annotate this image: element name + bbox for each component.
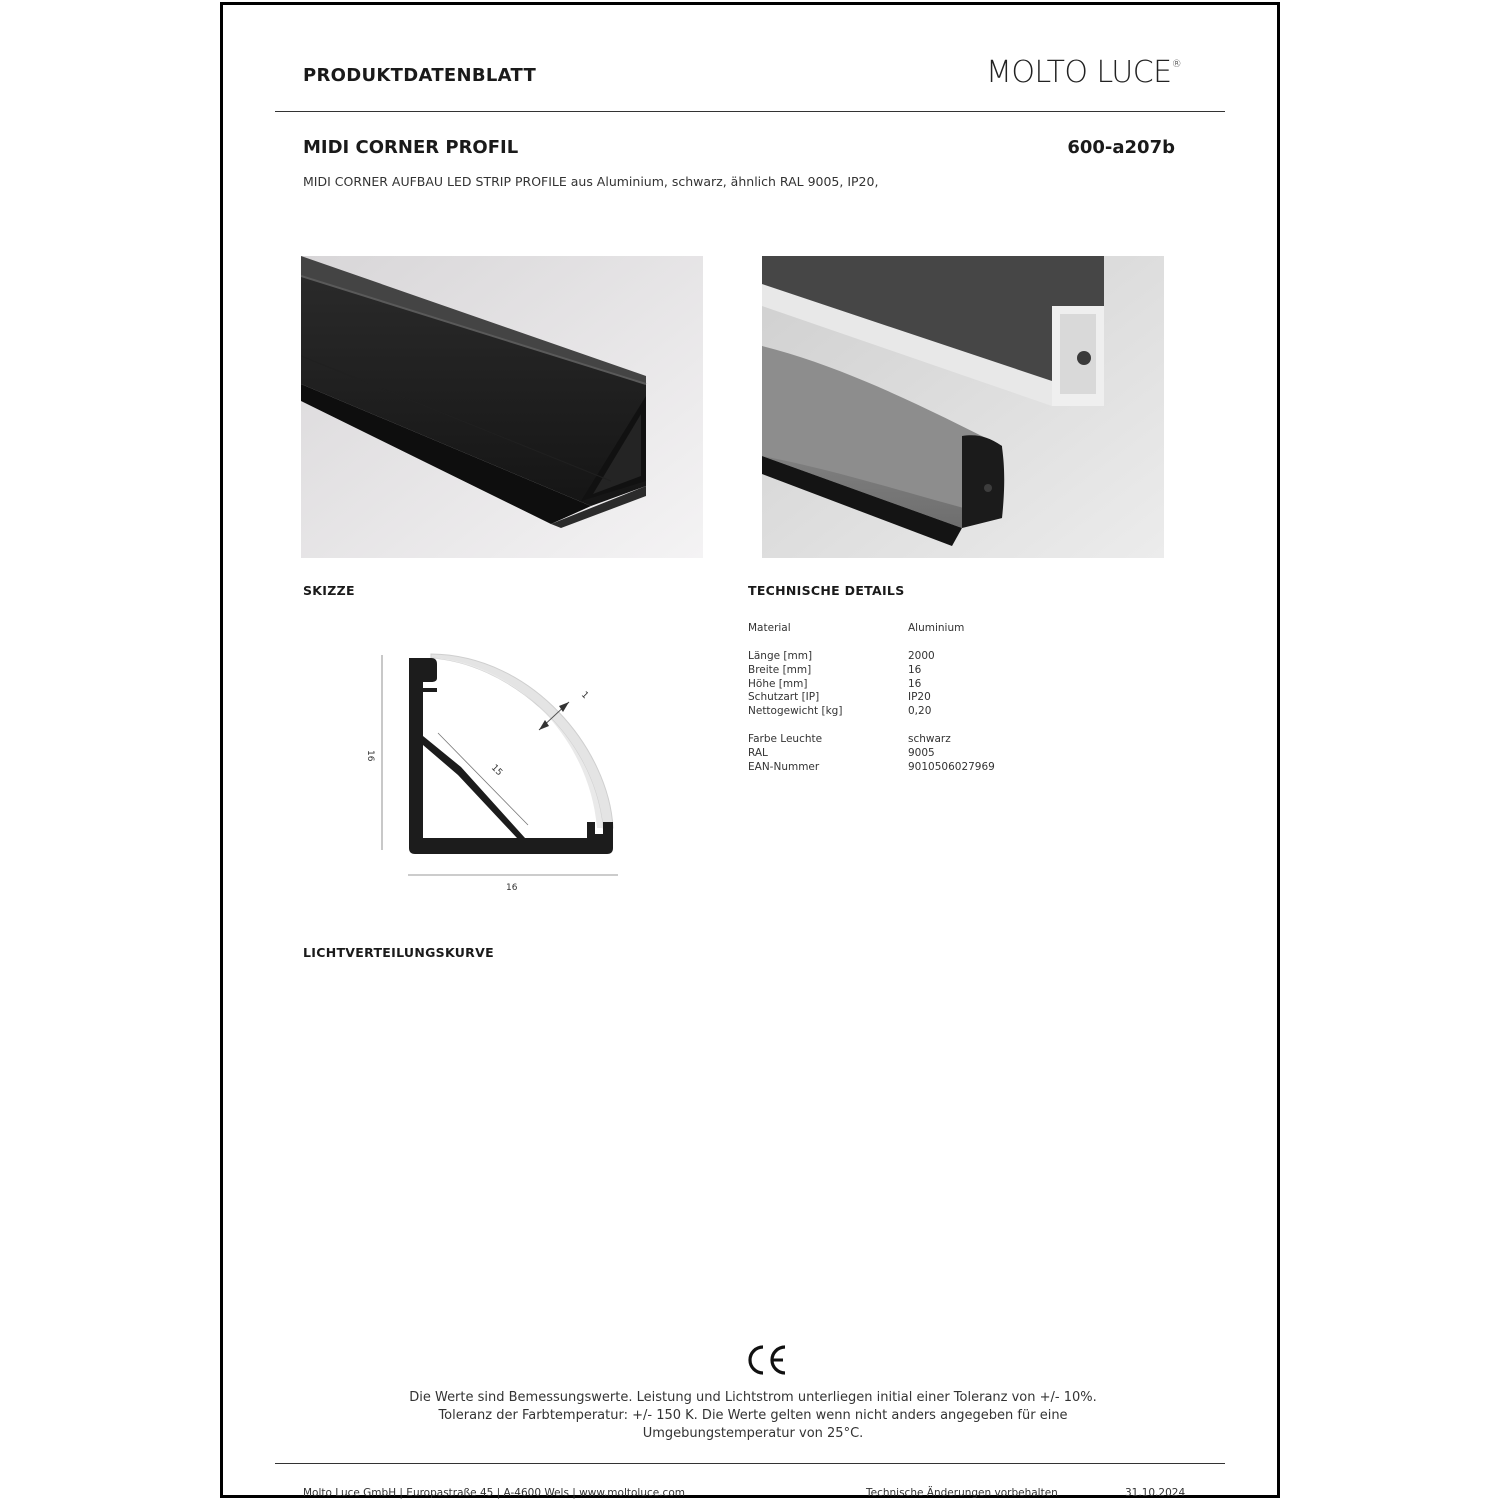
tech-value: 9010506027969: [908, 760, 995, 773]
footer-date: 31.10.2024: [1125, 1487, 1186, 1499]
section-light-curve-heading: LICHTVERTEILUNGSKURVE: [303, 945, 494, 960]
ce-mark-icon: [745, 1343, 789, 1377]
datasheet-page: [220, 2, 1280, 1498]
product-name: MIDI CORNER PROFIL: [303, 137, 519, 158]
dim-height-label: 16: [365, 750, 375, 762]
product-photo-diffuser: [762, 256, 1164, 558]
tech-value: 16: [908, 677, 922, 690]
document-title: PRODUKTDATENBLATT: [303, 65, 537, 86]
dim-diagonal-label: 15: [488, 763, 505, 779]
dim-thickness-label: 1: [578, 690, 591, 702]
tech-value: 9005: [908, 747, 935, 760]
footer-disclaimer: Technische Änderungen vorbehalten: [866, 1487, 1058, 1499]
tech-value: 16: [908, 663, 922, 676]
section-technical-heading: TECHNISCHE DETAILS: [748, 583, 905, 598]
registered-mark: ®: [1171, 59, 1182, 70]
tech-value: 0,20: [908, 705, 932, 718]
tolerance-note-line: Umgebungstemperatur von 25°C.: [642, 1426, 864, 1441]
tech-value: IP20: [908, 691, 931, 704]
product-description: MIDI CORNER AUFBAU LED STRIP PROFILE aus Aluminium, schwarz, ähnlich RAL 9005, IP20,: [303, 174, 879, 189]
profile-sketch: [363, 650, 623, 900]
tech-label: Breite [mm]: [748, 663, 812, 676]
tech-value: schwarz: [908, 733, 951, 746]
tolerance-note-line: Die Werte sind Bemessungswerte. Leistung und Lichtstrom unterliegen initial einer Toleranz von +/- 10%.: [409, 1390, 1097, 1405]
tech-label: Schutzart [IP]: [748, 691, 820, 704]
tech-label: Material: [748, 622, 791, 634]
tech-label: EAN-Nummer: [748, 760, 820, 773]
tech-value: 2000: [908, 649, 935, 662]
dim-width-label: 16: [506, 883, 518, 893]
tech-label: Nettogewicht [kg]: [748, 705, 843, 718]
brand-logo-text: MOLTO LUCE: [986, 55, 1172, 90]
footer-company: Molto Luce GmbH | Europastraße 45 | A-4600 Wels | www.moltoluce.com: [303, 1487, 685, 1499]
section-sketch-heading: SKIZZE: [303, 583, 355, 598]
tolerance-note-line: Toleranz der Farbtemperatur: +/- 150 K. Die Werte gelten wenn nicht anders angegeben für eine: [438, 1408, 1068, 1423]
product-code: 600-a207b: [1067, 137, 1175, 158]
brand-logo: [986, 55, 1181, 90]
tech-value: Aluminium: [908, 622, 965, 634]
product-photo-profile: [301, 256, 703, 558]
tolerance-note: [303, 1389, 1203, 1443]
tech-label: Höhe [mm]: [748, 677, 808, 690]
footer-divider: [275, 1463, 1225, 1464]
tech-label: RAL: [748, 747, 768, 760]
header-divider: [275, 111, 1225, 112]
tech-label: Länge [mm]: [748, 649, 813, 662]
tech-label: Farbe Leuchte: [748, 733, 823, 746]
